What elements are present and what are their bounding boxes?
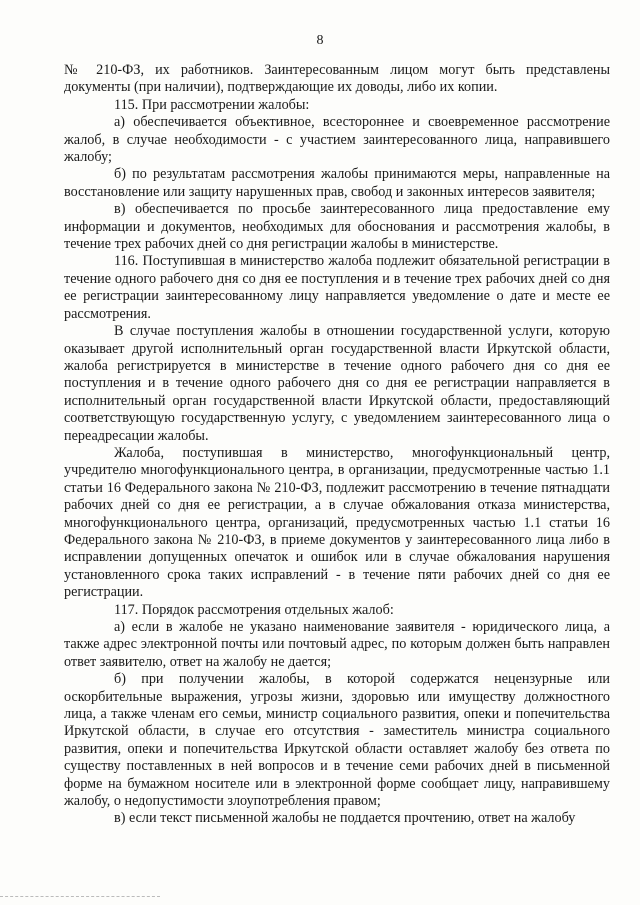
paragraph: № 210-ФЗ, их работников. Заинтересованным лицом могут быть представлены документы (при наличии), подтверждающие их доводы, либо их копии. — [64, 62, 610, 96]
paragraph: Жалоба, поступившая в министерство, многофункциональный центр, учредителю многофункционального центра, в организации, предусмотренные частью 1.1 статьи 16 Федерального закона № 210-ФЗ, подлежит рассмотрению в течение пятнадцати рабочих дней со дня ее регистрации, а в случае обжалования отказа министерства, многофункционального центра, организаций, предусмотренных частью 1.1 статьи 16 Федерального закона № 210-ФЗ, в приеме документов у заинтересованного лица либо в исправлении допущенных опечаток и ошибок или в случае обжалования нарушения установленного срока таких исправлений - в течение пяти рабочих дней со дня ее регистрации. — [64, 444, 610, 601]
paragraph: а) обеспечивается объективное, всестороннее и своевременное рассмотрение жалоб, в случае необходимости - с участием заинтересованного лица, направившего жалобу; — [64, 114, 610, 166]
paragraph: б) по результатам рассмотрения жалобы принимаются меры, направленные на восстановление или защиту нарушенных прав, свобод и законных интересов заявителя; — [64, 166, 610, 200]
footer-divider — [0, 896, 160, 897]
paragraph: 116. Поступившая в министерство жалоба подлежит обязательной регистрации в течение одного рабочего дня со дня ее поступления и в течение трех рабочих дней со дня ее регистрации заинтересованному лицу направляется уведомление о дате и месте ее рассмотрения. — [64, 253, 610, 322]
paragraph: б) при получении жалобы, в которой содержатся нецензурные или оскорбительные выражения, угрозы жизни, здоровью или имуществу должностного лица, а также членам его семьи, министр социального развития, опеки и попечительства Иркутской области, в случае его отсутствия - заместитель министра социального развития, опеки и попечительства Иркутской области оставляет жалобу без ответа по существу поставленных в ней вопросов и в течение семи рабочих дней в письменной форме на бумажном носителе или в электронной форме сообщает лицу, направившему жалобу, о недопустимости злоупотребления правом; — [64, 671, 610, 810]
paragraph: 117. Порядок рассмотрения отдельных жалоб: — [114, 601, 394, 618]
paragraph: В случае поступления жалобы в отношении государственной услуги, которую оказывает другой исполнительный орган государственной власти Иркутской области, жалоба регистрируется в министерстве в течение одного рабочего дня со дня ее поступления и в течение одного рабочего дня со дня ее регистрации направляется в исполнительный орган государственной власти Иркутской области, предоставляющий соответствующую государственную услугу, с уведомлением заинтересованного лица о переадресации жалобы. — [64, 323, 610, 444]
paragraph: в) обеспечивается по просьбе заинтересованного лица предоставление ему информации и документов, необходимых для обоснования и рассмотрения жалобы, в течение трех рабочих дней со дня регистрации жалобы в министерстве. — [64, 201, 610, 253]
paragraph: в) если текст письменной жалобы не поддается прочтению, ответ на жалобу — [114, 810, 576, 827]
page-number: 8 — [316, 33, 324, 48]
paragraph: а) если в жалобе не указано наименование заявителя - юридического лица, а также адрес электронной почты или почтовый адрес, по которым должен быть направлен ответ заявителю, ответ на жалобу не дается; — [64, 619, 610, 670]
paragraph: 115. При рассмотрении жалобы: — [114, 96, 310, 113]
document-body — [64, 62, 610, 828]
